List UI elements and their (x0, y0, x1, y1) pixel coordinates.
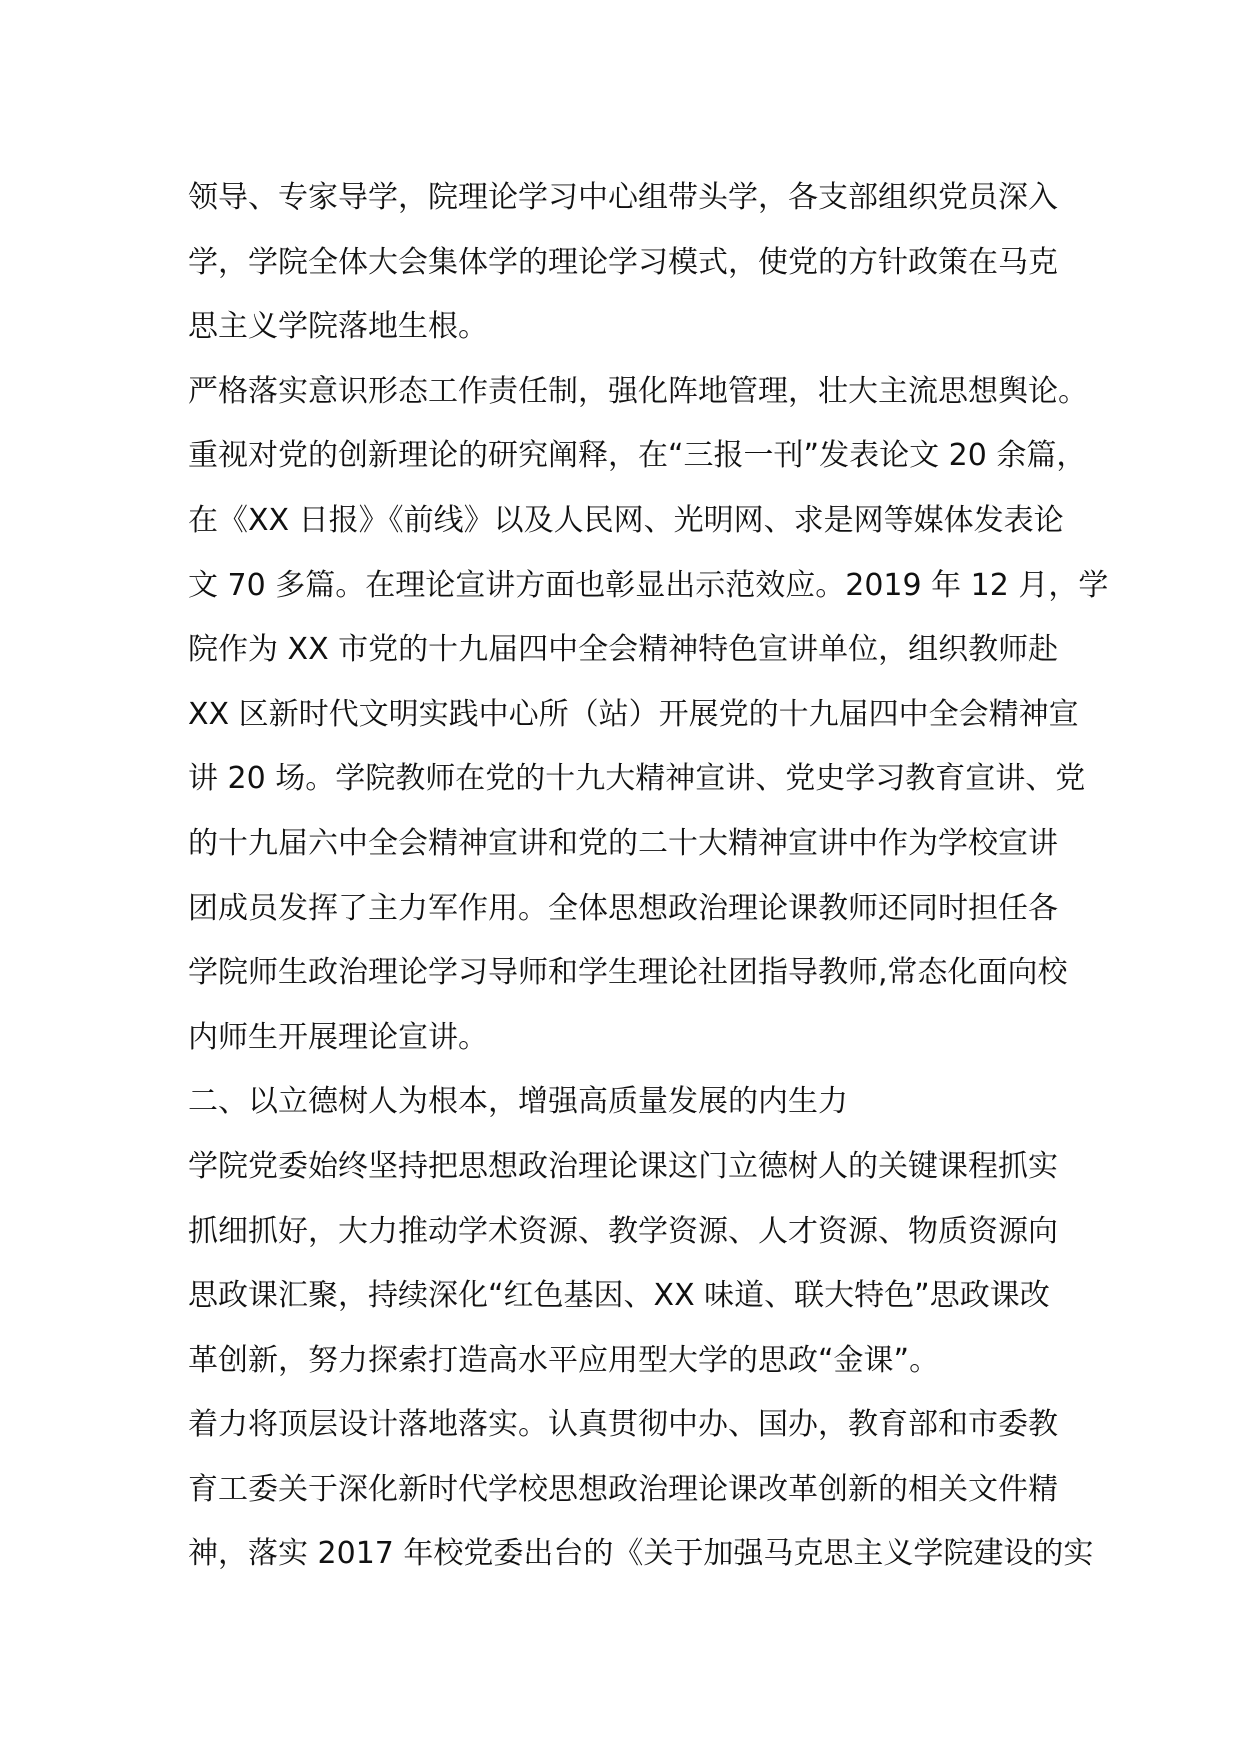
text-line: 育工委关于深化新时代学校思想政治理论课改革创新的相关文件精 (188, 1471, 1058, 1507)
text-line: 神，落实 2017 年校党委出台的《关于加强马克思主义学院建设的实 (188, 1536, 1094, 1572)
section-heading: 二、以立德树人为根本，增强高质量发展的内生力 (188, 1084, 848, 1120)
text-line: 的十九届六中全会精神宣讲和党的二十大精神宣讲中作为学校宣讲 (188, 825, 1058, 861)
text-line: 领导、专家导学，院理论学习中心组带头学，各支部组织党员深入 (188, 180, 1058, 215)
text-line: 思政课汇聚，持续深化“红色基因、XX 味道、联大特色”思政课改 (188, 1278, 1050, 1314)
text-line: XX 区新时代文明实践中心所（站）开展党的十九届四中全会精神宣 (188, 696, 1079, 732)
text-line: 严格落实意识形态工作责任制，强化阵地管理，壮大主流思想舆论。 (188, 373, 1088, 409)
text-line: 文 70 多篇。在理论宣讲方面也彰显出示范效应。2019 年 12 月，学 (188, 567, 1109, 603)
text-line: 革创新，努力探索打造高水平应用型大学的思政“金课”。 (188, 1342, 940, 1378)
text-line: 团成员发挥了主力军作用。全体思想政治理论课教师还同时担任各 (188, 890, 1058, 926)
text-line: 内师生开展理论宣讲。 (188, 1019, 488, 1055)
text-line: 学院党委始终坚持把思想政治理论课这门立德树人的关键课程抓实 (188, 1148, 1058, 1184)
text-line: 抓细抓好，大力推动学术资源、教学资源、人才资源、物质资源向 (188, 1213, 1058, 1249)
text-line: 着力将顶层设计落地落实。认真贯彻中办、国办，教育部和市委教 (188, 1407, 1058, 1443)
text-line: 院作为 XX 市党的十九届四中全会精神特色宣讲单位，组织教师赴 (188, 632, 1059, 668)
document-body (188, 166, 1109, 1587)
text-line: 思主义学院落地生根。 (188, 309, 488, 345)
text-line: 学，学院全体大会集体学的理论学习模式，使党的方针政策在马克 (188, 244, 1058, 280)
text-line: 学院师生政治理论学习导师和学生理论社团指导教师,常态化面向校 (188, 955, 1068, 991)
text-line: 重视对党的创新理论的研究阐释，在“三报一刊”发表论文 20 余篇， (188, 438, 1087, 474)
text-line: 在《XX 日报》《前线》以及人民网、光明网、求是网等媒体发表论 (188, 502, 1064, 538)
text-line: 讲 20 场。学院教师在党的十九大精神宣讲、党史学习教育宣讲、党 (188, 761, 1086, 797)
